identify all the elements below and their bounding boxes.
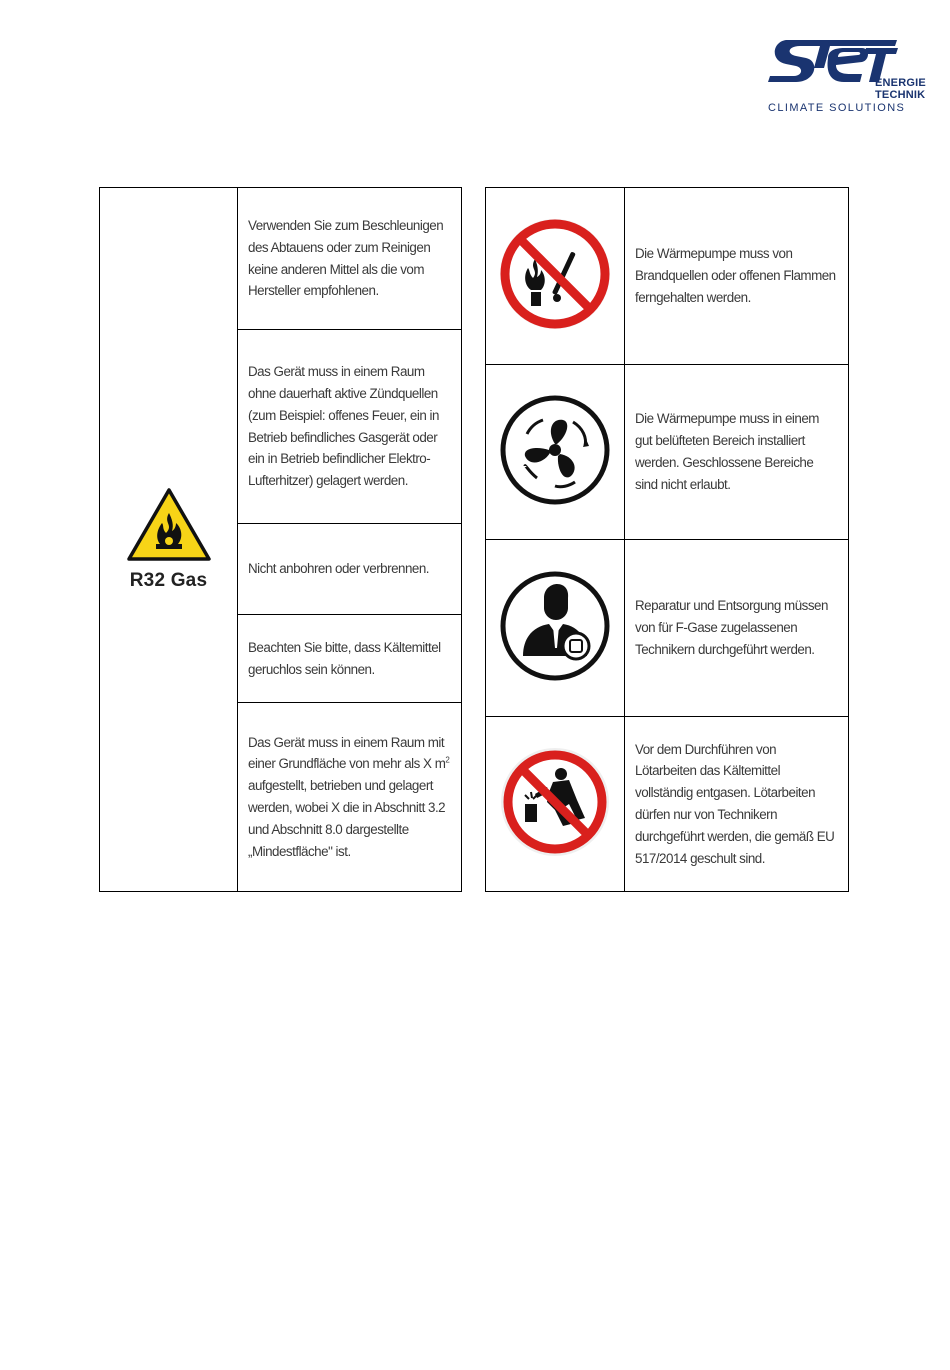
ventilation-fan-icon bbox=[497, 392, 613, 508]
left-table-row-3: Nicht anbohren oder verbrennen. bbox=[238, 524, 462, 615]
no-open-flame-icon bbox=[495, 214, 615, 334]
certified-technician-icon bbox=[497, 568, 613, 684]
icon-cell-no-soldering bbox=[486, 717, 625, 892]
right-table-row-4: Vor dem Durchführen von Lötarbeiten das Kältemittel vollständig entgasen. Lötarbeiten dürfen nur von Technikern durchgeführt werden, die gemäß EU 517/2014 geschult sind. bbox=[625, 717, 849, 892]
logo-line-technik: TECHNIK bbox=[875, 89, 926, 101]
left-table-row-4: Beachten Sie bitte, dass Kältemittel geruchlos sein können. bbox=[238, 615, 462, 703]
logo-line-energie: ENERGIE bbox=[875, 77, 926, 89]
no-soldering-icon bbox=[497, 744, 613, 860]
left-table-row-2: Das Gerät muss in einem Raum ohne dauerhaft aktive Zündquellen (zum Beispiel: offenes Feuer, ein in Betrieb befindliches Gasgerät oder ein in Betrieb befindlicher Elektro-Lufterhitzer) gelagert werden. bbox=[238, 330, 462, 524]
safety-icons-table bbox=[485, 187, 849, 892]
right-table-row-2: Die Wärmepumpe muss in einem gut belüfteten Bereich installiert werden. Geschlossene Bereiche sind nicht erlaubt. bbox=[625, 365, 849, 540]
right-table-row-3: Reparatur und Entsorgung müssen von für F-Gase zugelassenen Technikern durchgeführt werden. bbox=[625, 540, 849, 717]
icon-cell-ventilation bbox=[486, 365, 625, 540]
logo-line-climate-solutions: CLIMATE SOLUTIONS bbox=[768, 102, 906, 114]
r32-gas-label: R32 Gas bbox=[129, 570, 208, 591]
left-table-row-1: Verwenden Sie zum Beschleunigen des Abtauens oder zum Reinigen keine anderen Mittel als die vom Hersteller empfohlenen. bbox=[238, 188, 462, 330]
r32-symbol-cell bbox=[100, 188, 238, 892]
min-area-text-before: Das Gerät muss in einem Raum mit einer Grundfläche von mehr als X m bbox=[248, 734, 446, 772]
min-area-superscript: 2 bbox=[445, 755, 450, 765]
company-logo bbox=[766, 40, 926, 116]
icon-cell-no-flame bbox=[486, 188, 625, 365]
icon-cell-technician bbox=[486, 540, 625, 717]
min-area-text-after: aufgestellt, betrieben und gelagert werden, wobei X die in Abschnitt 3.2 und Abschnitt 8.0 dargestellte „Mindestfläche" ist. bbox=[248, 778, 446, 859]
right-table-row-1: Die Wärmepumpe muss von Brandquellen oder offenen Flammen ferngehalten werden. bbox=[625, 188, 849, 365]
flammable-warning-icon bbox=[100, 487, 237, 568]
left-table-row-5 bbox=[238, 703, 462, 892]
r32-gas-table bbox=[99, 187, 462, 892]
